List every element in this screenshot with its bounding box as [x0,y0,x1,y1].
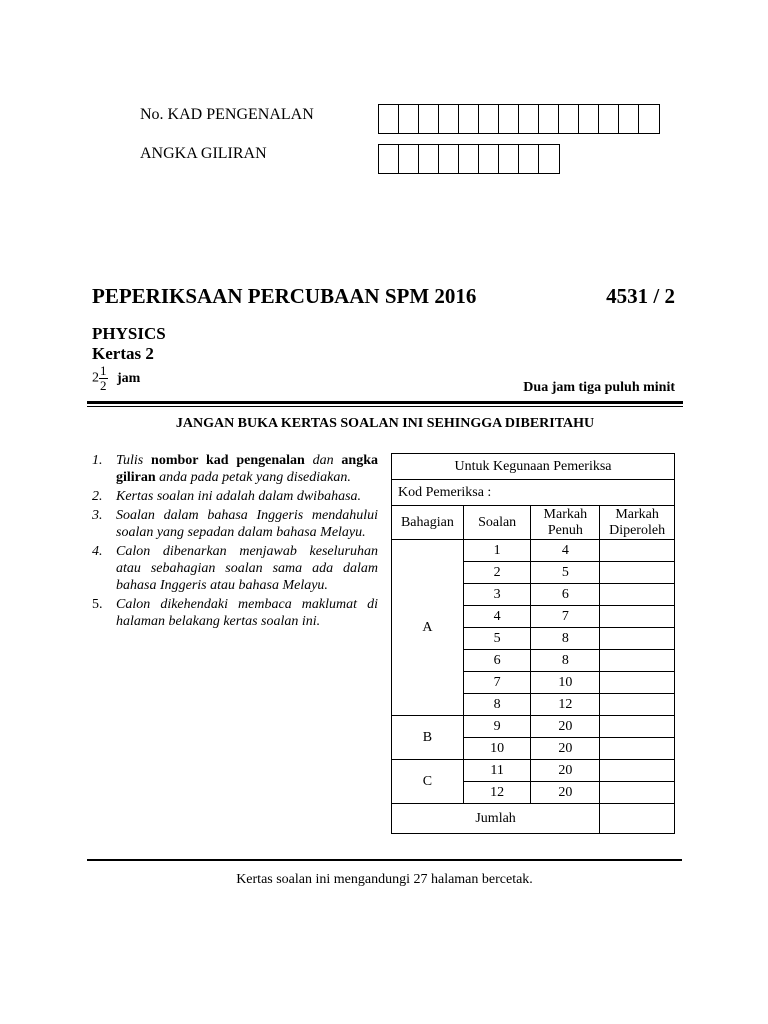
instruction-text-run: dan [304,453,342,468]
marks-obtained-cell[interactable] [600,672,675,694]
marks-header-cell: Bahagian [392,506,464,540]
roll-digit-box[interactable] [519,145,539,173]
roll-digit-box[interactable] [459,145,479,173]
full-marks-cell: 12 [531,694,600,716]
marks-obtained-cell[interactable] [600,540,675,562]
section-label: B [392,716,464,760]
instruction-number: 2. [92,489,103,504]
section-label: A [392,540,464,716]
instruction-item [92,596,378,630]
marks-obtained-cell[interactable] [600,782,675,804]
duration [92,364,140,393]
full-marks-cell: 6 [531,584,600,606]
instruction-number: 4. [92,544,103,559]
roll-label: ANGKA GILIRAN [140,145,267,162]
marks-header-cell: Markah Penuh [531,506,600,540]
full-marks-cell: 7 [531,606,600,628]
fraction-denominator: 2 [100,378,107,393]
roll-digit-box[interactable] [539,145,559,173]
instruction-item [92,507,378,541]
examiner-code-label: Kod Pemeriksa : [392,480,675,506]
roll-digit-box[interactable] [379,145,399,173]
marks-row [392,716,675,738]
question-number-cell: 5 [463,628,531,650]
ic-digit-box[interactable] [579,105,599,133]
warning-notice: JANGAN BUKA KERTAS SOALAN INI SEHINGGA DIBERITAHU [175,416,595,431]
question-number-cell: 7 [463,672,531,694]
total-label: Jumlah [392,804,600,834]
marks-header-cell: Soalan [463,506,531,540]
question-number-cell: 2 [463,562,531,584]
page-count-note: Kertas soalan ini mengandungi 27 halaman bercetak. [236,872,533,887]
duration-unit: jam [117,370,141,386]
fraction-numerator: 1 [100,363,107,378]
instruction-text-run: Soalan dalam bahasa Inggeris mendahului soalan yang sepadan dalam bahasa Melayu. [116,508,378,540]
ic-digit-box[interactable] [639,105,659,133]
question-number-cell: 3 [463,584,531,606]
instruction-text-run: Tulis [116,453,152,468]
ic-digit-box[interactable] [419,105,439,133]
ic-digit-box[interactable] [619,105,639,133]
subject-name: PHYSICS [92,324,166,343]
marks-obtained-cell[interactable] [600,738,675,760]
roll-digit-box[interactable] [439,145,459,173]
instruction-number: 5. [92,597,103,612]
instruction-bold-text: angka giliran [116,453,378,485]
marks-obtained-cell[interactable] [600,716,675,738]
roll-digit-box[interactable] [479,145,499,173]
total-marks-cell[interactable] [600,804,675,834]
full-marks-cell: 20 [531,716,600,738]
instruction-text [116,452,378,486]
exam-title: PEPERIKSAAN PERCUBAAN SPM 2016 [92,284,477,308]
question-number-cell: 1 [463,540,531,562]
roll-digit-box[interactable] [399,145,419,173]
ic-digit-box[interactable] [559,105,579,133]
duration-text: Dua jam tiga puluh minit [523,380,675,395]
question-number-cell: 8 [463,694,531,716]
instruction-text [116,488,378,505]
paper-number: Kertas 2 [92,344,154,363]
instructions-list [92,452,378,632]
instruction-text-run: Calon dibenarkan menjawab keseluruhan atau sebahagian soalan sama ada dalam bahasa Inggeris atau bahasa Melayu. [116,544,378,593]
ic-digit-box[interactable] [519,105,539,133]
full-marks-cell: 10 [531,672,600,694]
ic-digit-box[interactable] [499,105,519,133]
marks-header-cell: Markah Diperoleh [600,506,675,540]
roll-number-boxes[interactable] [378,144,560,174]
paper-code: 4531 / 2 [606,284,675,308]
full-marks-cell: 5 [531,562,600,584]
full-marks-cell: 20 [531,782,600,804]
footer-divider [87,859,682,861]
instruction-number: 1. [92,453,103,468]
ic-digit-box[interactable] [439,105,459,133]
instruction-item [92,543,378,594]
instruction-text-run: anda pada petak yang disediakan. [155,470,351,485]
ic-digit-box[interactable] [379,105,399,133]
divider-thick [87,401,683,404]
marks-obtained-cell[interactable] [600,606,675,628]
duration-whole: 2 [92,370,99,386]
instruction-text-run: Calon dikehendaki membaca maklumat di halaman belakang kertas soalan ini. [116,597,378,629]
ic-digit-box[interactable] [599,105,619,133]
ic-digit-box[interactable] [399,105,419,133]
marks-row [392,760,675,782]
roll-digit-box[interactable] [499,145,519,173]
ic-number-boxes[interactable] [378,104,660,134]
marks-row [392,540,675,562]
duration-fraction [99,364,108,393]
instruction-text [116,596,378,630]
marks-obtained-cell[interactable] [600,694,675,716]
instruction-item [92,452,378,486]
instruction-text [116,543,378,594]
roll-digit-box[interactable] [419,145,439,173]
question-number-cell: 4 [463,606,531,628]
instruction-text [116,507,378,541]
marks-obtained-cell[interactable] [600,584,675,606]
question-number-cell: 6 [463,650,531,672]
marks-table-title: Untuk Kegunaan Pemeriksa [392,454,675,480]
full-marks-cell: 20 [531,760,600,782]
question-number-cell: 9 [463,716,531,738]
full-marks-cell: 8 [531,628,600,650]
full-marks-cell: 8 [531,650,600,672]
marks-obtained-cell[interactable] [600,562,675,584]
section-label: C [392,760,464,804]
instruction-text-run: Kertas soalan ini adalah dalam dwibahasa. [116,489,362,504]
ic-digit-box[interactable] [479,105,499,133]
question-number-cell: 12 [463,782,531,804]
ic-digit-box[interactable] [459,105,479,133]
ic-digit-box[interactable] [539,105,559,133]
full-marks-cell: 4 [531,540,600,562]
marks-obtained-cell[interactable] [600,650,675,672]
instruction-item [92,488,378,505]
ic-label: No. KAD PENGENALAN [140,106,314,123]
question-number-cell: 10 [463,738,531,760]
full-marks-cell: 20 [531,738,600,760]
instruction-bold-text: nombor kad pengenalan [151,453,305,468]
examiner-marks-table [391,453,675,834]
question-number-cell: 11 [463,760,531,782]
marks-obtained-cell[interactable] [600,628,675,650]
instruction-number: 3. [92,508,103,523]
marks-obtained-cell[interactable] [600,760,675,782]
divider-thin [87,406,683,407]
